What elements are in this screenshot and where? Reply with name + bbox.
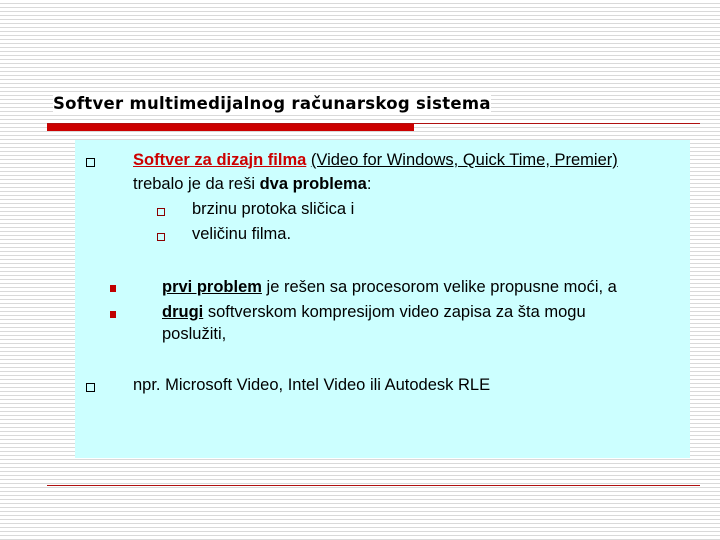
square-bullet-icon — [157, 208, 165, 216]
filled-bullet-icon — [110, 311, 116, 318]
text: trebalo je da reši — [133, 175, 260, 193]
square-bullet-icon — [86, 383, 95, 392]
bullet-2-line-2 — [162, 302, 586, 322]
text: je rešen sa procesorom velike propusne moći, a — [261, 278, 617, 296]
slide-title: Softver multimedijalnog računarskog sistema — [53, 94, 491, 113]
bullet-1-line-1 — [133, 150, 618, 170]
bullet-1-line-2 — [133, 174, 371, 194]
bold-text: drugi — [162, 303, 204, 321]
sub-bullet-1: brzinu protoka sličica i — [192, 200, 355, 218]
bold-text: prvi problem — [162, 278, 262, 296]
bold-text: dva problema — [259, 175, 367, 193]
square-bullet-icon — [157, 233, 165, 241]
bullet-2-line-3: poslužiti, — [162, 325, 227, 343]
text: softverskom kompresijom video zapisa za šta mogu — [203, 303, 586, 321]
sub-bullet-2: veličinu filma. — [192, 225, 292, 243]
footer-rule — [47, 485, 700, 486]
text: : — [366, 175, 372, 193]
title-accent-bar — [47, 124, 414, 131]
bullet-3: npr. Microsoft Video, Intel Video ili Autodesk RLE — [133, 376, 491, 394]
bullet-2-line-1 — [162, 277, 617, 297]
square-bullet-icon — [86, 158, 95, 167]
examples-paren: (Video for Windows, Quick Time, Premier) — [310, 151, 618, 169]
filled-bullet-icon — [110, 285, 116, 292]
film-software-link[interactable]: Softver za dizajn filma — [133, 151, 307, 169]
